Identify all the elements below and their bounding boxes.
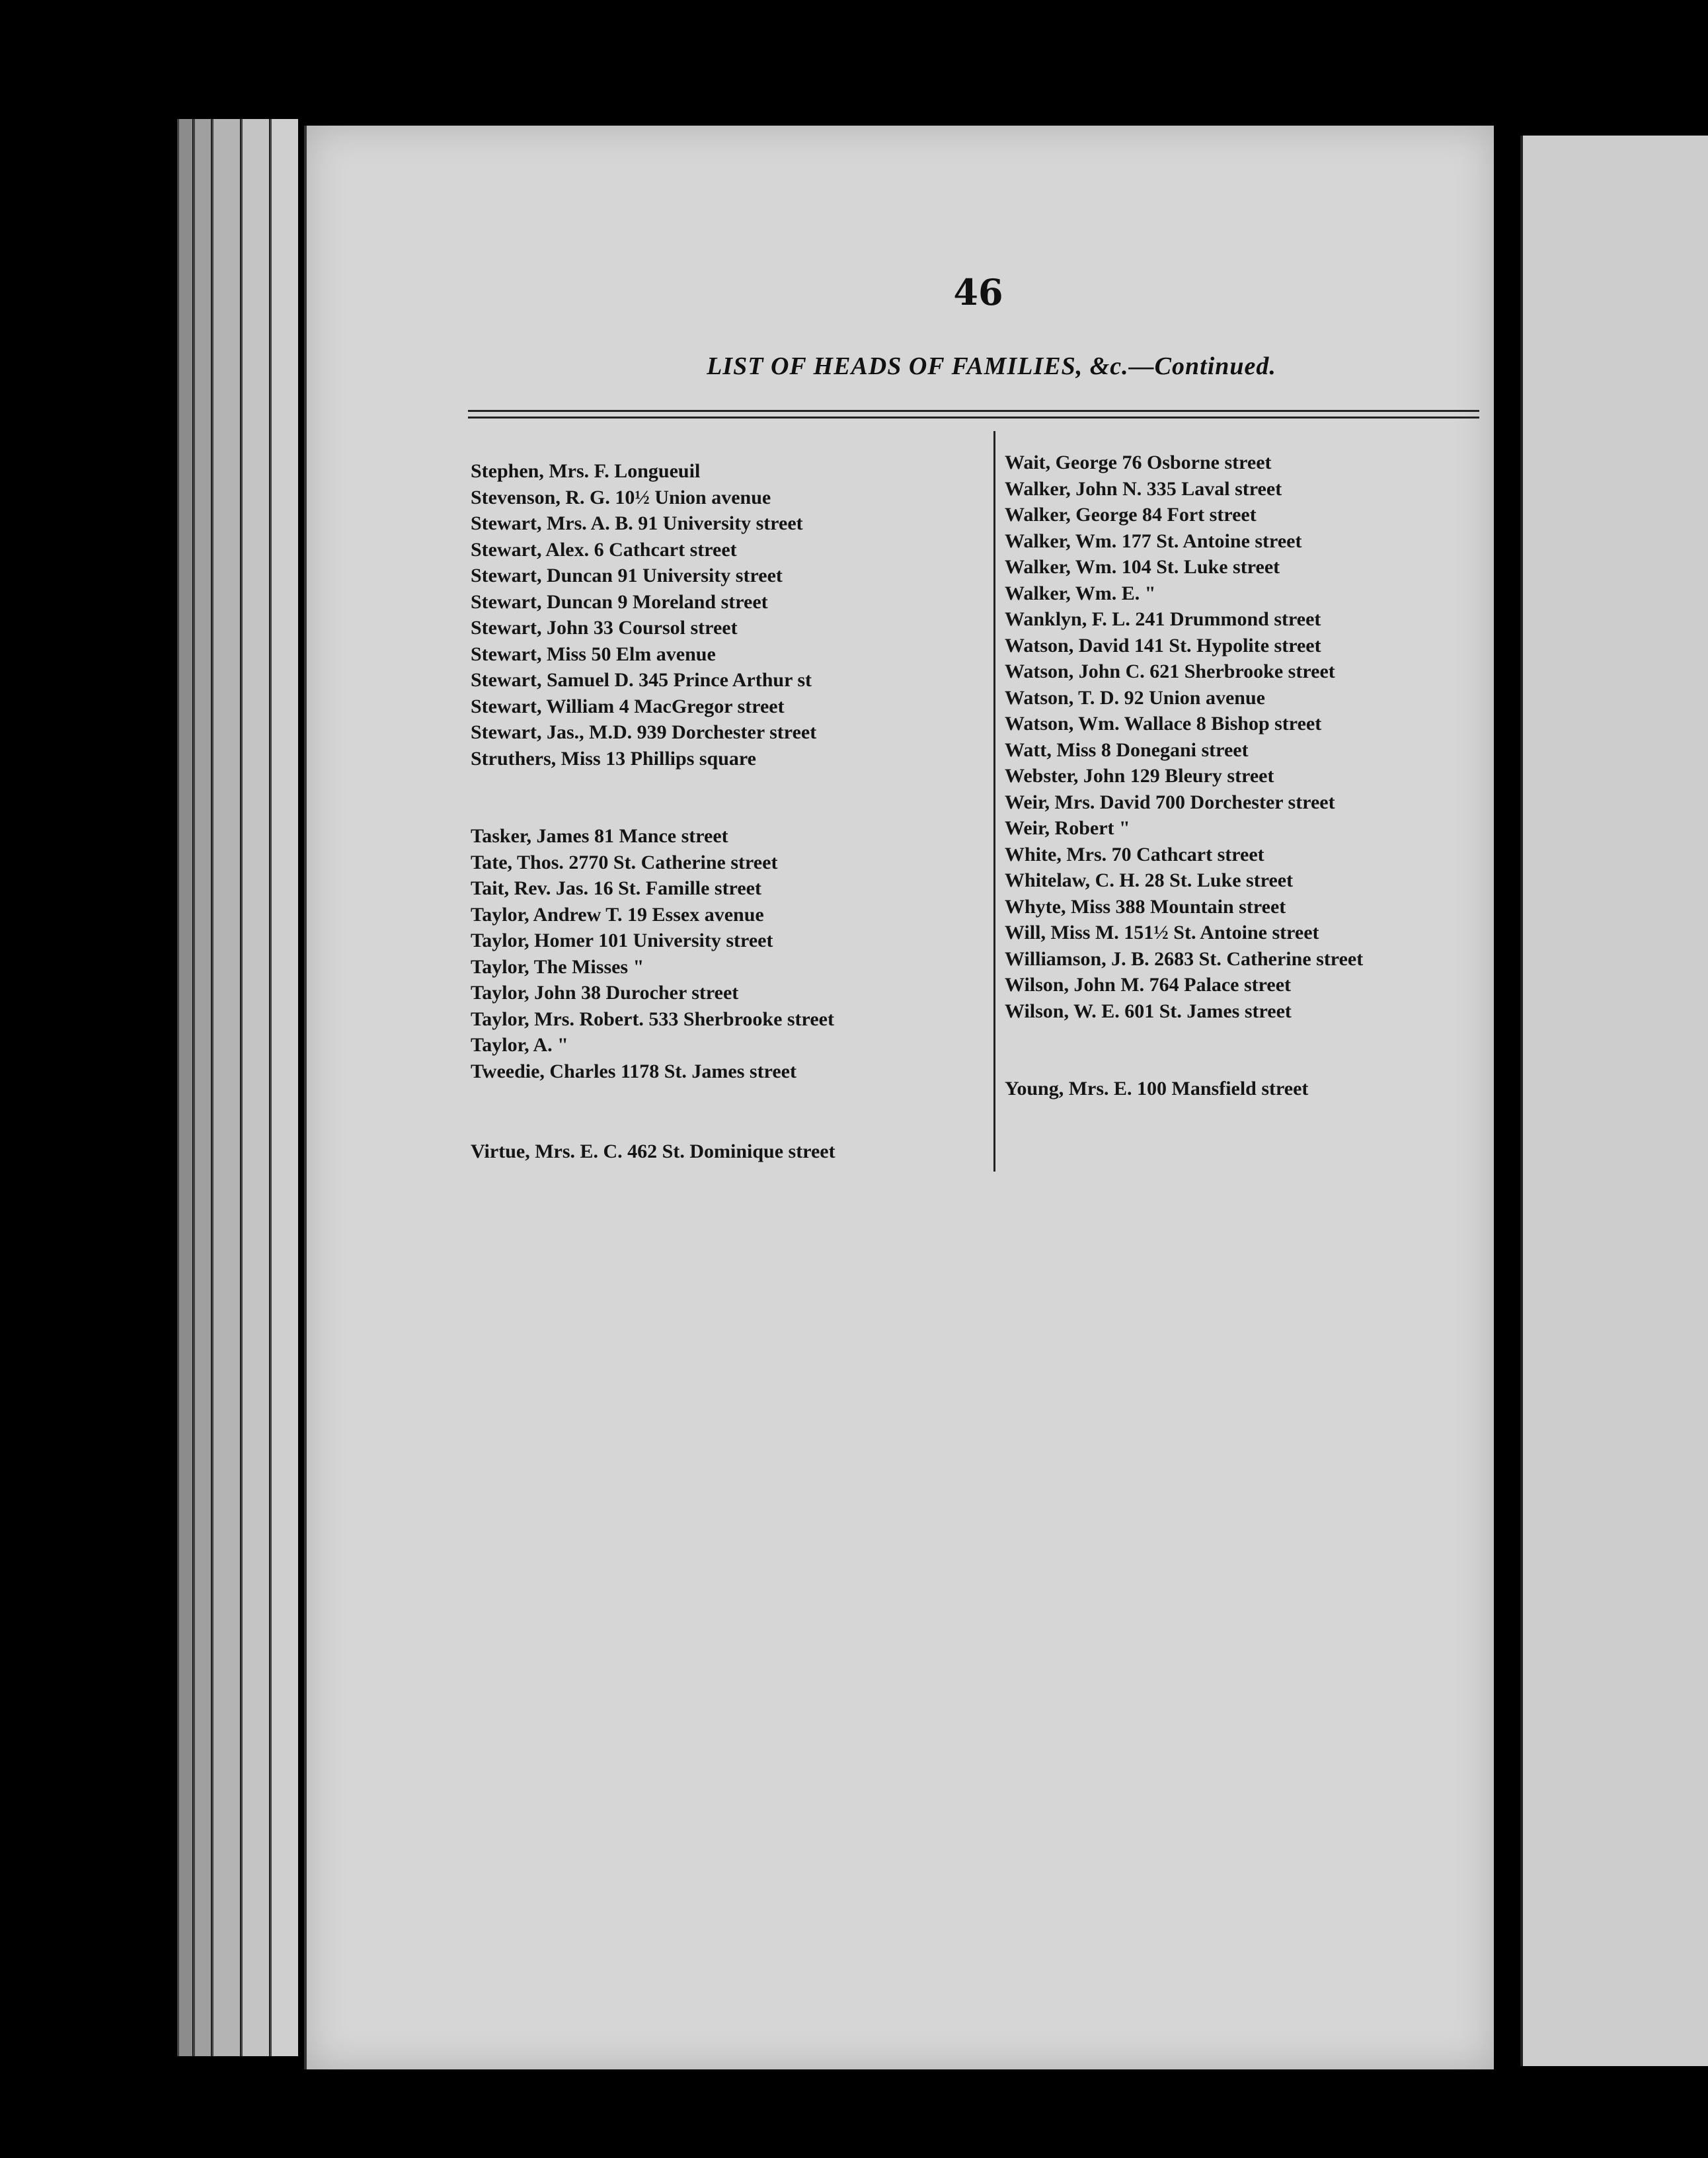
directory-entry: Stewart, Duncan 91 University street — [471, 565, 783, 586]
directory-entry: Wanklyn, F. L. 241 Drummond street — [1005, 608, 1321, 630]
directory-entry: Young, Mrs. E. 100 Mansfield street — [1005, 1078, 1309, 1099]
header-rule — [468, 417, 1479, 419]
directory-entry: Watson, Wm. Wallace 8 Bishop street — [1005, 713, 1322, 735]
directory-entry: Taylor, Homer 101 University street — [471, 930, 773, 951]
directory-entry: Tasker, James 81 Mance street — [471, 825, 728, 847]
right-column — [1005, 450, 1363, 1102]
entry-group-v — [471, 1139, 835, 1165]
directory-entry: Watt, Miss 8 Donegani street — [1005, 739, 1249, 761]
group-spacer — [471, 1084, 835, 1139]
entry-group-w — [1005, 450, 1363, 1024]
group-spacer — [1005, 1024, 1363, 1076]
directory-entry: Taylor, A. " — [471, 1034, 568, 1056]
directory-entry: Whyte, Miss 388 Mountain street — [1005, 895, 1286, 918]
directory-entry: Taylor, Mrs. Robert. 533 Sherbrooke street — [471, 1008, 834, 1030]
directory-entry: Tate, Thos. 2770 St. Catherine street — [471, 851, 778, 873]
directory-entry: Will, Miss M. 151½ St. Antoine street — [1005, 922, 1319, 943]
directory-entry: Stephen, Mrs. F. Longueuil — [471, 460, 701, 482]
page-edge — [193, 119, 211, 2056]
directory-entry: Weir, Robert " — [1005, 817, 1130, 839]
directory-entry: Walker, Wm. 104 St. Luke street — [1005, 556, 1280, 578]
directory-entry: White, Mrs. 70 Cathcart street — [1005, 843, 1264, 865]
directory-entry: Stewart, Miss 50 Elm avenue — [471, 643, 716, 665]
directory-entry: Tweedie, Charles 1178 St. James street — [471, 1060, 796, 1082]
directory-entry: Whitelaw, C. H. 28 St. Luke street — [1005, 869, 1294, 891]
entry-group-y — [1005, 1076, 1363, 1102]
directory-entry: Stewart, Jas., M.D. 939 Dorchester street — [471, 721, 817, 743]
directory-entry: Stewart, Mrs. A. B. 91 University street — [471, 512, 803, 534]
entry-group-t — [471, 823, 835, 1084]
page-edge — [270, 119, 298, 2056]
page-edge — [212, 119, 240, 2056]
directory-entry: Stevenson, R. G. 10½ Union avenue — [471, 486, 771, 508]
page-edge — [177, 119, 192, 2056]
header-rule — [468, 410, 1479, 412]
directory-entry: Wilson, W. E. 601 St. James street — [1005, 1000, 1292, 1022]
page-edge — [241, 119, 269, 2056]
directory-entry: Stewart, Samuel D. 345 Prince Arthur st — [471, 669, 812, 691]
directory-entry: Stewart, Duncan 9 Moreland street — [471, 590, 768, 613]
directory-entry: Taylor, The Misses " — [471, 955, 644, 978]
directory-entry: Walker, Wm. 177 St. Antoine street — [1005, 530, 1302, 552]
directory-entry: Stewart, William 4 MacGregor street — [471, 695, 785, 717]
directory-entry: Walker, John N. 335 Laval street — [1005, 477, 1282, 500]
adjacent-page — [1520, 136, 1708, 2066]
entry-group-s — [471, 458, 835, 772]
directory-entry: Stewart, John 33 Coursol street — [471, 617, 738, 639]
directory-entry: Wait, George 76 Osborne street — [1005, 452, 1272, 473]
directory-entry: Webster, John 129 Bleury street — [1005, 765, 1274, 787]
directory-entry: Tait, Rev. Jas. 16 St. Famille street — [471, 877, 761, 899]
directory-entry: Virtue, Mrs. E. C. 462 St. Dominique street — [471, 1140, 835, 1162]
column-divider — [993, 431, 995, 1172]
running-head: LIST OF HEADS OF FAMILIES, &c.—Continued. — [707, 352, 1276, 380]
directory-entry: Watson, John C. 621 Sherbrooke street — [1005, 660, 1335, 682]
left-column — [471, 458, 835, 1165]
directory-entry: Wilson, John M. 764 Palace street — [1005, 974, 1292, 996]
directory-entry: Watson, David 141 St. Hypolite street — [1005, 634, 1321, 657]
directory-entry: Taylor, Andrew T. 19 Essex avenue — [471, 903, 764, 926]
directory-entry: Taylor, John 38 Durocher street — [471, 982, 739, 1004]
directory-entry: Walker, Wm. E. " — [1005, 582, 1156, 604]
group-spacer — [471, 772, 835, 823]
directory-entry: Walker, George 84 Fort street — [1005, 504, 1257, 526]
directory-entry: Williamson, J. B. 2683 St. Catherine street — [1005, 947, 1364, 970]
directory-entry: Struthers, Miss 13 Phillips square — [471, 747, 756, 770]
directory-entry: Watson, T. D. 92 Union avenue — [1005, 686, 1265, 709]
directory-entry: Stewart, Alex. 6 Cathcart street — [471, 538, 737, 561]
page-number: 46 — [953, 271, 1003, 313]
directory-entry: Weir, Mrs. David 700 Dorchester street — [1005, 791, 1335, 813]
